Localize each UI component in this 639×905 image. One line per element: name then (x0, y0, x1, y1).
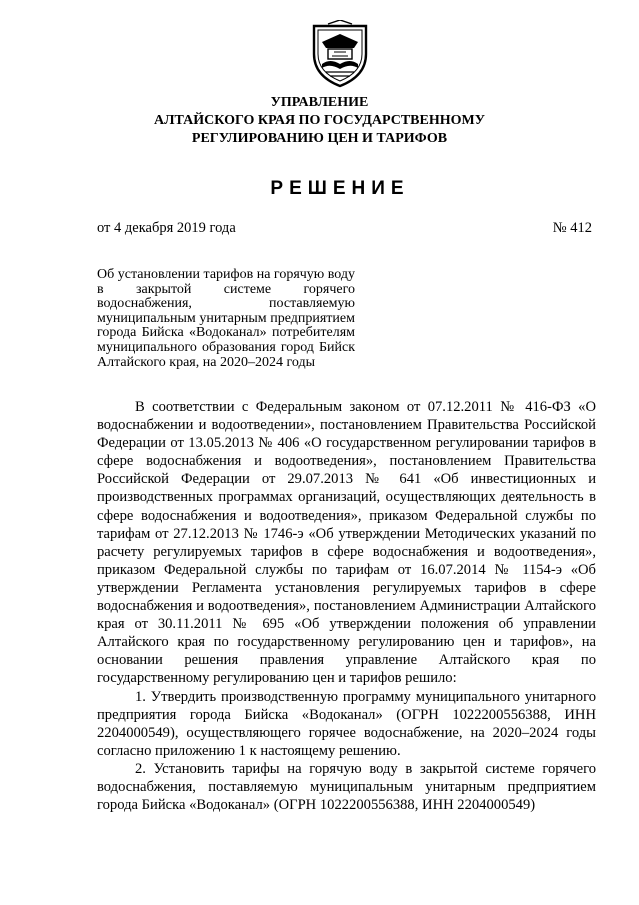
document-number: № 412 (552, 220, 592, 236)
body-paragraph: 1. Утвердить производственную программу муниципального унитарного предприятия города Бийска «Водоканал» (ОГРН 1022200556388, ИНН 2204000549), осуществляющего горячее водоснабжение, на 2020–2024 годы согласно приложению 1 к настоящему решению. (97, 688, 596, 759)
authority-line: АЛТАЙСКОГО КРАЯ ПО ГОСУДАРСТВЕННОМУ (154, 113, 485, 128)
document-date: от 4 декабря 2019 года (97, 220, 236, 236)
coat-of-arms-emblem (308, 20, 372, 90)
issuing-authority (0, 94, 639, 148)
body-paragraph: 2. Установить тарифы на горячую воду в закрытой системе горячего водоснабжения, поставляемую муниципальным унитарным предприятием города Бийска «Водоканал» (ОГРН 1022200556388, ИНН 2204000549) (97, 760, 596, 814)
body-paragraph: В соответствии с Федеральным законом от 07.12.2011 № 416-ФЗ «О водоснабжении и водоотведении», постановлением Правительства Российской Федерации от 13.05.2013 № 406 «О государственном регулировании тарифов в сфере водоснабжения и водоотведения», постановлением Правительства Российской Федерации от 29.07.2013 № 641 «Об инвестиционных и производственных программах организаций, осуществляющих деятельность в сфере водоснабжения и водоотведения», приказом Федеральной службы по тарифам от 27.12.2013 № 1746-э «Об утверждении Методических указаний по расчету регулируемых тарифов в сфере водоснабжения и водоотведения», приказом Федеральной службы по тарифам от 16.07.2014 № 1154-э «Об утверждении Регламента установления регулируемых тарифов в сфере водоснабжения и водоотведения», постановлением Администрации Алтайского края от 30.11.2011 № 695 «Об утверждении положения об управлении Алтайского края по государственному регулированию цен и тарифов», на основании решения правления управление Алтайского края по государственному регулированию цен и тарифов решило: (97, 399, 596, 687)
authority-line: УПРАВЛЕНИЕ (270, 95, 369, 110)
document-type-title: РЕШЕНИЕ (270, 178, 410, 199)
authority-line: РЕГУЛИРОВАНИЮ ЦЕН И ТАРИФОВ (191, 131, 448, 146)
document-body (97, 398, 596, 814)
document-subject: Об установлении тарифов на горячую воду в закрытой системе горячего водоснабжения, поставляемую муниципальным унитарным предприятием города Бийска «Водоканал» потребителям муниципального образования город Бийск Алтайского края, на 2020–2024 годы (97, 267, 355, 370)
